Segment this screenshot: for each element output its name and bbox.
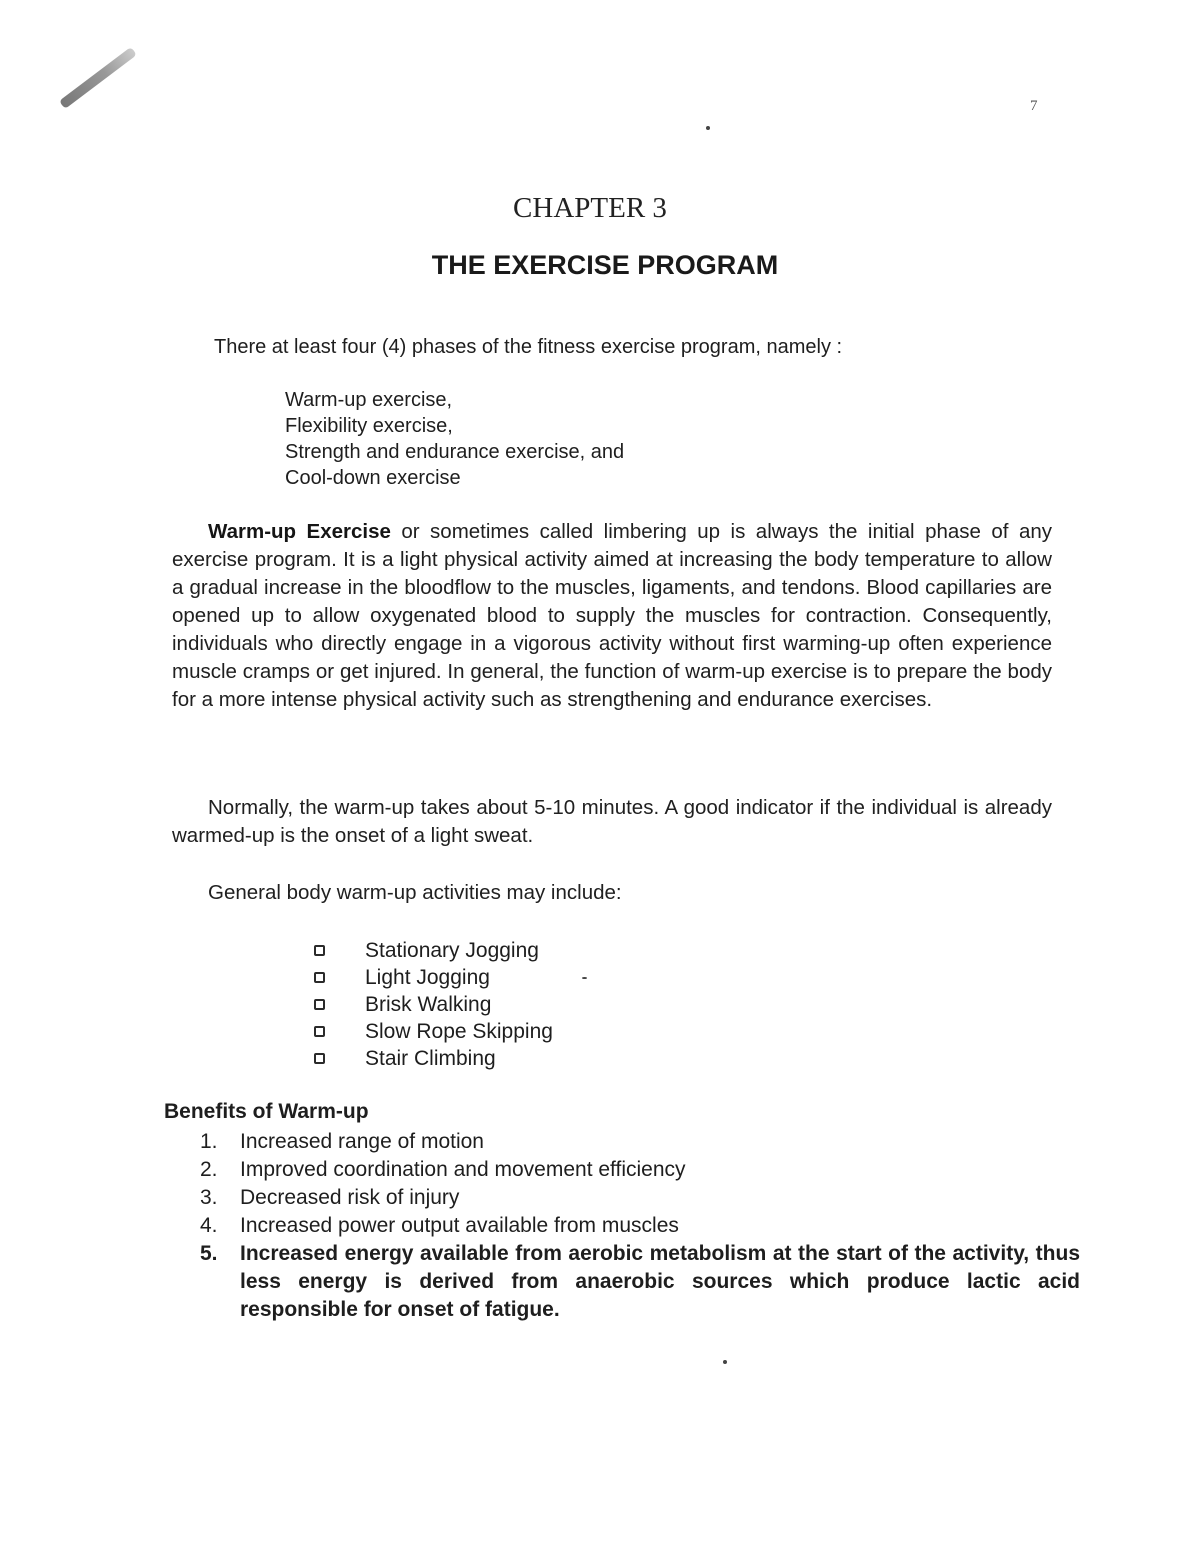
duration-text: Normally, the warm-up takes about 5-10 minutes. A good indicator if the individual is already warmed-up is the onset of a light sweat. [172,796,1052,847]
benefit-number: 4. [200,1214,218,1237]
benefit-item [200,1128,1080,1156]
phase-item: Cool-down exercise [285,467,461,489]
activity-item [314,991,553,1018]
benefit-text: Decreased risk of injury [240,1186,460,1209]
phase-item: Strength and endurance exercise, and [285,441,625,463]
benefit-item [200,1212,1080,1240]
benefits-list [200,1128,1080,1324]
benefit-text: Increased range of motion [240,1130,484,1153]
activity-label: Light Jogging [365,966,490,989]
chapter-label: CHAPTER 3 [513,192,667,224]
phase-item: Flexibility exercise, [285,415,453,437]
activity-label: Stationary Jogging [365,939,539,962]
checkbox-icon [314,1026,325,1037]
phases-intro: There at least four (4) phases of the fitness exercise program, namely : [214,336,843,358]
activity-item [314,1018,553,1045]
phase-item: Warm-up exercise, [285,389,453,411]
page-number: 7 [1030,98,1038,114]
benefit-number: 1. [200,1130,218,1153]
activity-item [314,937,553,964]
benefits-heading: Benefits of Warm-up [164,1100,369,1123]
activity-item [314,1045,553,1072]
benefit-number: 2. [200,1158,218,1181]
activity-label: Slow Rope Skipping [365,1020,553,1043]
activity-label: Stair Climbing [365,1047,496,1070]
benefit-text: Improved coordination and movement efficiency [240,1158,686,1181]
scan-artifact-mark [59,47,137,109]
benefit-item [200,1156,1080,1184]
benefit-text: Increased power output available from muscles [240,1214,679,1237]
benefit-number: 5. [200,1242,218,1265]
activities-intro-text: General body warm-up activities may include: [208,881,622,904]
activity-item [314,964,553,991]
phases-list [285,387,624,491]
warmup-paragraph [172,518,1052,714]
benefit-text: Increased energy available from aerobic metabolism at the start of the activity, thus less energy is derived from anaerobic sources which produce lactic acid responsible for onset of fatigue. [240,1242,1080,1321]
benefit-item [200,1184,1080,1212]
scan-speck [582,977,587,979]
activities-intro [172,879,1052,907]
scan-speck [723,1360,727,1364]
activities-list [314,937,553,1072]
checkbox-icon [314,1053,325,1064]
chapter-title: THE EXERCISE PROGRAM [431,250,779,280]
checkbox-icon [314,972,325,983]
benefit-item [200,1240,1080,1324]
activity-label: Brisk Walking [365,993,492,1016]
warmup-text: or sometimes called limbering up is always the initial phase of any exercise program. It is a light physical activity aimed at increasing the body temperature to allow a gradual increase in the bloodflow to the muscles, ligaments, and tendons. Blood capillaries are opened up to allow oxygenated blood to supply the muscles for contraction. Consequently, individuals who directly engage in a vigorous activity without first warming-up often experience muscle cramps or get injured. In general, the function of warm-up exercise is to prepare the body for a more intense physical activity such as strengthening and endurance exercises. [172,520,1052,711]
checkbox-icon [314,999,325,1010]
benefit-number: 3. [200,1186,218,1209]
warmup-term: Warm-up Exercise [208,520,391,543]
scan-speck [706,126,710,130]
duration-paragraph [172,794,1052,850]
checkbox-icon [314,945,325,956]
